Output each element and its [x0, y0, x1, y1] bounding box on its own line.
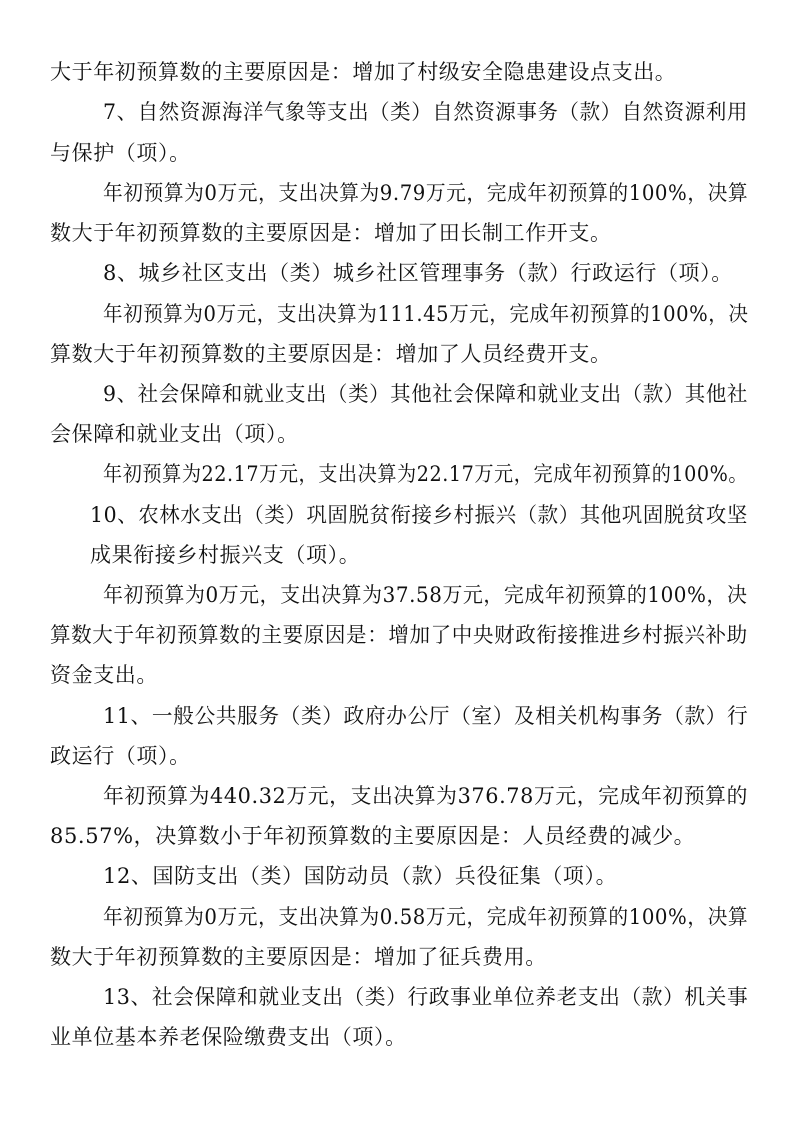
text-line: 7、自然资源海洋气象等支出（类）自然资源事务（款）自然资源利用: [103, 100, 748, 124]
text-line: 13、社会保障和就业支出（类）行政事业单位养老支出（款）机关事: [103, 985, 749, 1009]
text-line: 年初预算为22.17万元，支出决算为22.17万元，完成年初预算的100%。: [103, 462, 749, 486]
text-line: 年初预算为440.32万元，支出决算为376.78万元，完成年初预算的: [103, 784, 748, 808]
text-line: 会保障和就业支出（项）。: [50, 422, 299, 446]
text-line: 业单位基本养老保险缴费支出（项）。: [50, 1025, 407, 1049]
text-line: 与保护（项）。: [50, 141, 191, 165]
text-line: 8、城乡社区支出（类）城乡社区管理事务（款）行政运行（项）。: [103, 261, 733, 285]
text-line: 年初预算为0万元，支出决算为9.79万元，完成年初预算的100%，决算: [103, 181, 749, 205]
text-line: 成果衔接乡村振兴支（项）。: [90, 543, 361, 567]
text-line: 年初预算为0万元，支出决算为37.58万元，完成年初预算的100%，决: [103, 583, 748, 607]
text-line: 年初预算为0万元，支出决算为0.58万元，完成年初预算的100%，决算: [103, 905, 749, 929]
text-line: 年初预算为0万元，支出决算为111.45万元，完成年初预算的100%，决: [103, 302, 749, 326]
text-line: 数大于年初预算数的主要原因是：增加了征兵费用。: [50, 945, 547, 969]
text-line: 算数大于年初预算数的主要原因是：增加了人员经费开支。: [50, 342, 612, 366]
text-line: 大于年初预算数的主要原因是：增加了村级安全隐患建设点支出。: [50, 60, 677, 84]
text-line: 10、农林水支出（类）巩固脱贫衔接乡村振兴（款）其他巩固脱贫攻坚: [90, 503, 748, 527]
text-line: 数大于年初预算数的主要原因是：增加了田长制工作开支。: [50, 221, 612, 245]
text-line: 9、社会保障和就业支出（类）其他社会保障和就业支出（款）其他社: [103, 382, 748, 406]
text-line: 12、国防支出（类）国防动员（款）兵役征集（项）。: [103, 864, 618, 888]
text-line: 政运行（项）。: [50, 744, 191, 768]
text-line: 算数大于年初预算数的主要原因是：增加了中央财政衔接推进乡村振兴补助: [50, 623, 748, 647]
text-line: 11、一般公共服务（类）政府办公厅（室）及相关机构事务（款）行: [103, 704, 749, 728]
text-line: 85.57%，决算数小于年初预算数的主要原因是：人员经费的减少。: [50, 824, 696, 848]
text-line: 资金支出。: [50, 663, 158, 687]
